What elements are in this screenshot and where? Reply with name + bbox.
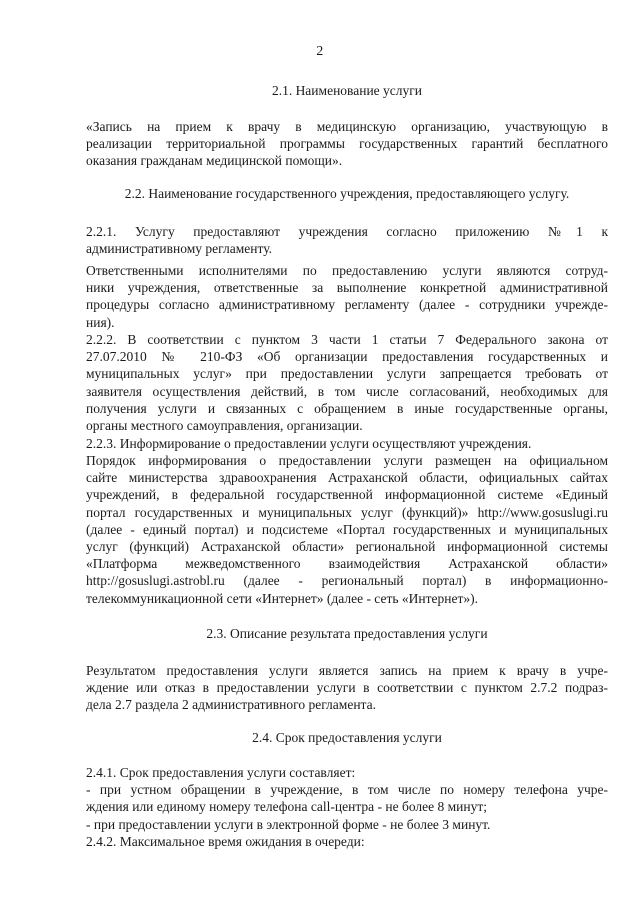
text-line: ники учреждения, ответственные за выполнение конкретной административной <box>86 280 608 296</box>
text-line: ждения или единому номеру телефона call-центра - не более 8 минут; <box>86 799 488 815</box>
text-line: 2.2.3. Информирование о предоставлении услуги осуществляют учреждения. <box>86 436 532 451</box>
heading-2-1: 2.1. Наименование услуги <box>271 83 423 98</box>
text-line: Порядок информирования о предоставлении услуги размещен на официальном <box>86 453 608 468</box>
text-line: телекоммуникационной сети «Интернет» (далее - сеть «Интернет»). <box>86 590 478 606</box>
text-line: 2.2.1. Услугу предоставляют учреждения согласно приложению №1 к <box>86 224 608 239</box>
paragraph-informing <box>86 452 608 607</box>
text-line: http://gosuslugi.astrobl.ru (далее - региональный портал) в информационно- <box>86 573 608 589</box>
text-line: услуг (функций) Астраханской области» региональной информационной системы <box>86 538 608 554</box>
text-line: процедуры согласно административному регламенту (далее - сотрудники учрежде- <box>86 297 608 313</box>
text-line: портал государственных и муниципальных услуг (функций)» http://www.gosuslugi.ru <box>86 504 608 520</box>
text-line: Результатом предоставления услуги является запись на прием к врачу в учре- <box>86 663 608 678</box>
page-number: 2 <box>316 44 324 59</box>
text-line: Ответственными исполнителями по предоставлению услуги являются сотруд- <box>86 263 608 278</box>
text-line: 2.4.2. Максимальное время ожидания в очереди: <box>86 833 365 849</box>
paragraph-responsible <box>86 262 608 331</box>
text-line: - при устном обращении в учреждение, в том числе по номеру телефона учре- <box>86 782 608 798</box>
text-line: органы местного самоуправления, организации. <box>86 417 363 433</box>
paragraph-2-2-2 <box>86 331 608 434</box>
paragraph-2-3 <box>86 662 608 714</box>
text-line: (далее - единый портал) и подсистеме «Портал государственных и муниципальных <box>86 521 608 537</box>
paragraph-2-2-3 <box>86 435 608 452</box>
text-line: сайте министерства здравоохранения Астраханской области, официальных сайтах <box>86 470 608 486</box>
paragraph-2-2-1 <box>86 223 608 257</box>
text-line: получения услуги и связанных с обращением в иные государственные органы, <box>86 400 608 416</box>
heading-2-3: 2.3. Описание результата предоставления услуги <box>206 626 488 641</box>
heading-2-2: 2.2. Наименование государственного учреждения, предоставляющего услугу. <box>124 186 570 201</box>
text-line: реализации территориальной программы государственных гарантий бесплатного <box>86 136 608 152</box>
text-line: 27.07.2010 № 210-ФЗ «Об организации предоставления государственных и <box>86 349 608 365</box>
text-line: административному регламенту. <box>86 241 272 257</box>
text-line: муниципальных услуг» при предоставлении услуги запрещается требовать от <box>86 366 608 382</box>
text-line: учреждений, в федеральной государственной информационной системе «Единый <box>86 487 608 503</box>
text-line: «Запись на прием к врачу в медицинскую организацию, участвующую в <box>86 119 608 134</box>
heading-2-4: 2.4. Срок предоставления услуги <box>252 730 442 745</box>
text-line: ния). <box>86 314 115 330</box>
text-line: ждение или отказ в предоставлении услуги в соответствии с пунктом 2.7.2 подраз- <box>86 680 608 696</box>
text-line: 2.2.2. В соответствии с пунктом 3 части 1 статьи 7 Федерального закона от <box>86 332 608 347</box>
text-line: оказания гражданам медицинской помощи». <box>86 153 343 169</box>
text-line: дела 2.7 раздела 2 административного регламента. <box>86 697 376 713</box>
paragraph-2-1 <box>86 118 608 170</box>
text-line: «Платформа межведомственного взаимодействия Астраханской области» <box>86 556 608 572</box>
paragraph-2-4 <box>86 764 608 850</box>
text-line: заявителя осуществления действий, в том числе согласований, необходимых для <box>86 383 608 399</box>
text-line: 2.4.1. Срок предоставления услуги составляет: <box>86 765 356 780</box>
text-line: - при предоставлении услуги в электронной форме - не более 3 минут. <box>86 816 491 832</box>
